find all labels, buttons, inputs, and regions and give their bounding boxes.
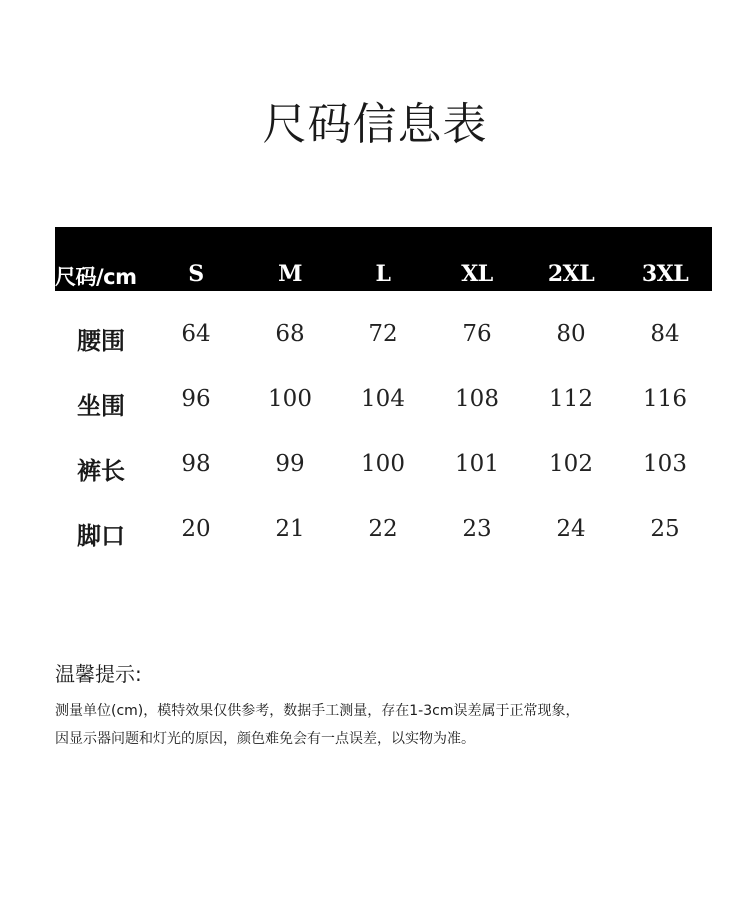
table-cell: 98 (181, 451, 211, 477)
size-table (55, 227, 712, 567)
size-header-l: L (375, 261, 391, 287)
tips-title: 温馨提示: (55, 662, 142, 686)
table-cell: 21 (275, 516, 305, 542)
table-cell: 20 (181, 516, 211, 542)
row-label-length: 裤长 (77, 457, 125, 485)
table-cell: 24 (556, 516, 586, 542)
size-header-xl: XL (461, 261, 493, 287)
table-cell: 80 (556, 321, 586, 347)
tips-text-line-2: 因显示器问题和灯光的原因，颜色难免会有一点误差，以实物为准。 (55, 731, 475, 747)
table-cell: 103 (643, 451, 687, 477)
row-label-leg-opening: 脚口 (77, 522, 125, 550)
table-cell: 64 (181, 321, 211, 347)
table-cell: 84 (650, 321, 680, 347)
table-cell: 100 (361, 451, 405, 477)
table-cell: 68 (275, 321, 305, 347)
table-header (55, 227, 712, 291)
table-row-leg-opening (55, 502, 712, 567)
table-row-waist (55, 307, 712, 372)
table-cell: 23 (462, 516, 492, 542)
table-row-length (55, 437, 712, 502)
table-cell: 116 (643, 386, 687, 412)
table-row-hip (55, 372, 712, 437)
header-label: 尺码/cm (55, 265, 137, 289)
table-cell: 108 (455, 386, 499, 412)
tips-text-line-1: 测量单位(cm)，模特效果仅供参考，数据手工测量，存在1-3cm误差属于正常现象， (55, 703, 580, 719)
size-header-s: S (188, 261, 204, 287)
table-cell: 100 (268, 386, 312, 412)
table-cell: 104 (361, 386, 405, 412)
table-cell: 22 (368, 516, 398, 542)
table-cell: 72 (368, 321, 398, 347)
row-label-waist: 腰围 (77, 327, 125, 355)
table-cell: 76 (462, 321, 492, 347)
size-header-3xl: 3XL (641, 261, 689, 287)
table-cell: 25 (650, 516, 680, 542)
table-cell: 101 (455, 451, 499, 477)
page-title: 尺码信息表 (262, 99, 488, 150)
table-cell: 112 (549, 386, 593, 412)
table-body (55, 291, 712, 567)
table-cell: 96 (181, 386, 211, 412)
table-cell: 102 (549, 451, 593, 477)
size-header-m: M (278, 261, 302, 287)
table-cell: 99 (275, 451, 305, 477)
row-label-hip: 坐围 (77, 392, 125, 420)
size-header-2xl: 2XL (547, 261, 595, 287)
